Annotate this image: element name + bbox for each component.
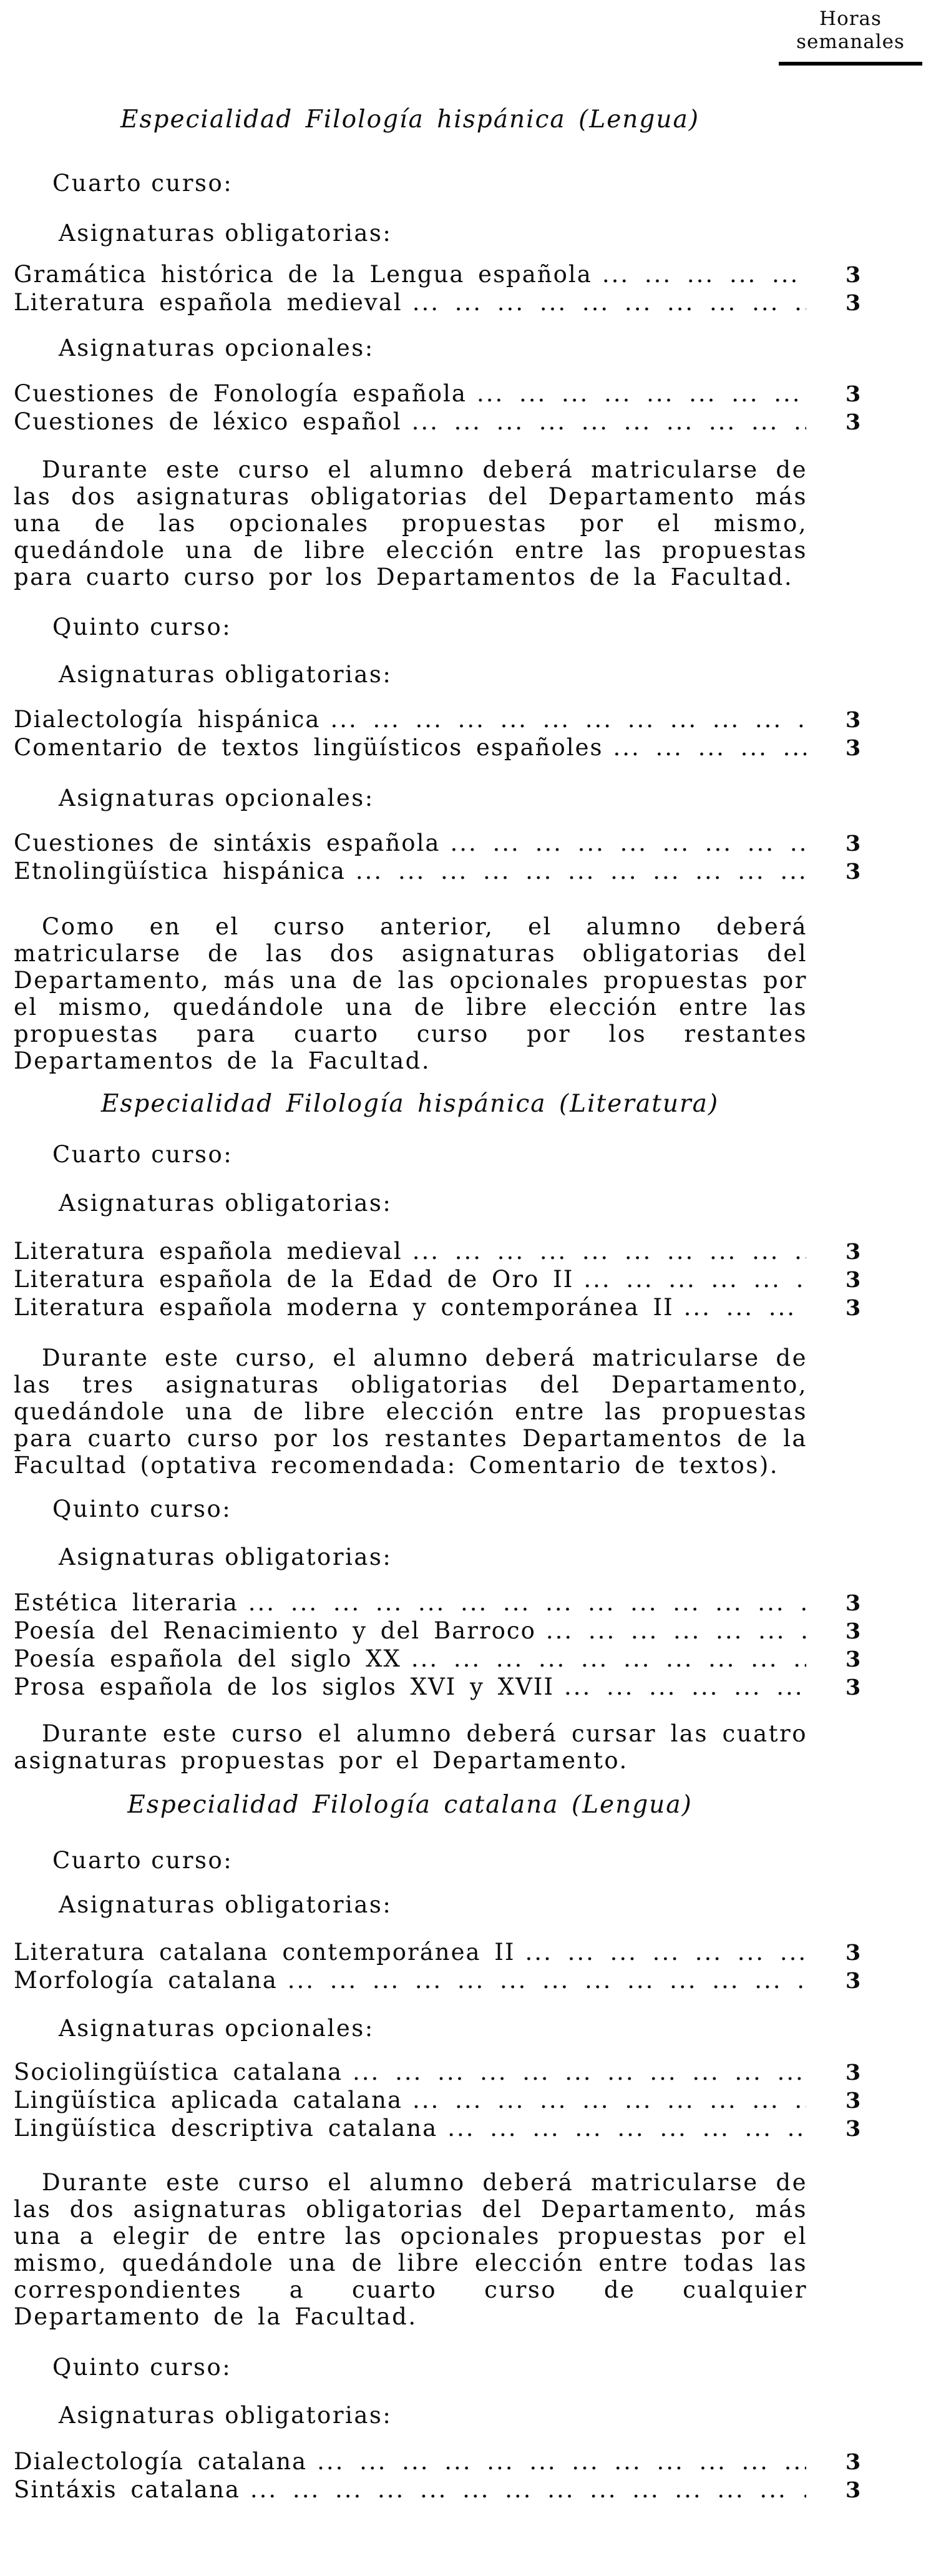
dot-leader — [330, 706, 806, 733]
subject-list — [14, 2448, 887, 2504]
subject-hours: 3 — [845, 1940, 861, 1966]
dot-leader — [477, 380, 806, 408]
course-label: Cuarto curso: — [52, 1141, 233, 1168]
subject-hours: 3 — [845, 707, 861, 733]
dot-leader — [411, 1645, 806, 1673]
subject-row — [14, 1238, 887, 1266]
subject-hours: 3 — [845, 290, 861, 316]
subject-list — [14, 1589, 887, 1702]
subject-hours: 3 — [845, 381, 861, 407]
subject-hours: 3 — [845, 2116, 861, 2142]
subject-row — [14, 734, 887, 762]
hours-header-line1: Horas — [819, 7, 882, 30]
dot-leader — [684, 1294, 806, 1321]
subject-name: Sociolingüística catalana — [14, 2059, 343, 2085]
subject-row — [14, 2087, 887, 2115]
subject-name: Estética literaria — [14, 1589, 238, 1616]
dot-leader — [613, 734, 806, 762]
dot-leader — [525, 1939, 806, 1966]
subject-row — [14, 1589, 887, 1617]
section-heading: Especialidad Filología catalana (Lengua) — [127, 1791, 693, 1819]
section-heading: Especialidad Filología hispánica (Lengua) — [120, 105, 700, 134]
subject-hours: 3 — [845, 1590, 861, 1616]
subject-row — [14, 261, 887, 289]
subject-hours: 3 — [845, 1647, 861, 1672]
course-note: Durante este curso el alumno deberá cursar las cuatro asignaturas propuestas por el Departamento. — [14, 1720, 807, 1774]
subject-name: Cuestiones de Fonología española — [14, 380, 467, 407]
subject-row — [14, 1645, 887, 1673]
course-label: Cuarto curso: — [52, 1847, 233, 1874]
dot-leader — [412, 2087, 806, 2114]
subject-hours: 3 — [845, 831, 861, 856]
subject-hours: 3 — [845, 2088, 861, 2113]
subject-name: Literatura española medieval — [14, 289, 402, 316]
subject-row — [14, 1266, 887, 1294]
subject-name: Literatura española moderna y contemporánea II — [14, 1294, 674, 1321]
dot-leader — [546, 1617, 806, 1645]
course-note: Durante este curso el alumno deberá matricularse de las dos asignaturas obligatorias del Departamento más una de las opcionales propuestas por el mismo, quedándole una de libre elección entre las propuestas para cuarto curso por los Departamentos de la Facultad. — [14, 456, 807, 590]
opcionales-label: Asignaturas opcionales: — [59, 785, 374, 811]
subject-row — [14, 289, 887, 317]
dot-leader — [248, 1589, 806, 1617]
subject-name: Gramática histórica de la Lengua española — [14, 261, 592, 288]
dot-leader — [317, 2448, 806, 2476]
subject-name: Cuestiones de léxico español — [14, 408, 402, 435]
course-label: Quinto curso: — [52, 614, 232, 640]
dot-leader — [412, 289, 806, 316]
subject-name: Literatura española medieval — [14, 1238, 402, 1265]
subject-name: Sintáxis catalana — [14, 2476, 240, 2503]
dot-leader — [288, 1967, 806, 1994]
course-note: Durante este curso, el alumno deberá matricularse de las tres asignaturas obligatorias del Departamento, quedándole una de libre elección entre las propuestas para cuarto curso por los restantes Departamentos de la Facultad (optativa recomendada: Comentario de textos). — [14, 1344, 807, 1479]
subject-name: Cuestiones de sintáxis española — [14, 830, 441, 856]
document-content — [14, 0, 887, 2504]
dot-leader — [356, 858, 806, 885]
course-label: Quinto curso: — [52, 2354, 232, 2381]
course-label: Quinto curso: — [52, 1496, 232, 1522]
subject-list — [14, 830, 887, 886]
dot-leader — [250, 2476, 806, 2504]
subject-row — [14, 830, 887, 858]
subject-list — [14, 2059, 887, 2143]
dot-leader — [412, 1238, 806, 1265]
subject-list — [14, 1939, 887, 1995]
obligatorias-label: Asignaturas obligatorias: — [59, 1544, 392, 1570]
subject-row — [14, 858, 887, 886]
subject-hours: 3 — [845, 1619, 861, 1644]
course-note: Durante este curso el alumno deberá matricularse de las dos asignaturas obligatorias del Departamento, más una a elegir de entre las opcionales propuestas por el mismo, quedándole una de libre elección entre todas las correspondientes a cuarto curso de cualquier Departamento de la Facultad. — [14, 2169, 807, 2330]
subject-row — [14, 1939, 887, 1967]
section-hispanica-literatura — [14, 1089, 887, 1774]
subject-list — [14, 706, 887, 762]
subject-name: Literatura española de la Edad de Oro II — [14, 1266, 574, 1293]
subject-hours: 3 — [845, 735, 861, 761]
subject-list — [14, 380, 887, 436]
subject-hours: 3 — [845, 2060, 861, 2085]
subject-hours: 3 — [845, 1239, 861, 1265]
subject-row — [14, 1673, 887, 1702]
subject-row — [14, 2115, 887, 2143]
subject-list — [14, 261, 887, 317]
subject-hours: 3 — [845, 2449, 861, 2475]
subject-name: Prosa española de los siglos XVI y XVII — [14, 1673, 555, 1700]
hours-header-line2: semanales — [796, 31, 905, 53]
course-label: Cuarto curso: — [52, 170, 233, 197]
subject-hours: 3 — [845, 1675, 861, 1700]
subject-hours: 3 — [845, 409, 861, 435]
obligatorias-label: Asignaturas obligatorias: — [59, 1891, 392, 1918]
subject-hours: 3 — [845, 1267, 861, 1293]
subject-hours: 3 — [845, 262, 861, 288]
course-note: Como en el curso anterior, el alumno deberá matricularse de las dos asignaturas obligatorias del Departamento, más una de las opcionales propuestas por el mismo, quedándole una de libre elección entre las propuestas para cuarto curso por los restantes Departamentos de la Facultad. — [14, 913, 807, 1074]
subject-name: Lingüística descriptiva catalana — [14, 2115, 438, 2142]
subject-name: Etnolingüística hispánica — [14, 858, 346, 884]
dot-leader — [583, 1266, 806, 1293]
subject-name: Lingüística aplicada catalana — [14, 2087, 403, 2113]
subject-hours: 3 — [845, 859, 861, 884]
subject-row — [14, 2448, 887, 2476]
dot-leader — [450, 830, 806, 857]
subject-name: Morfología catalana — [14, 1967, 278, 1994]
subject-row — [14, 408, 887, 436]
opcionales-label: Asignaturas opcionales: — [59, 335, 374, 361]
subject-name: Dialectología hispánica — [14, 706, 321, 733]
subject-row — [14, 1967, 887, 1995]
subject-name: Literatura catalana contemporánea II — [14, 1939, 515, 1966]
subject-hours: 3 — [845, 1295, 861, 1321]
dot-leader — [353, 2059, 806, 2086]
subject-name: Poesía española del siglo XX — [14, 1645, 401, 1672]
dot-leader — [412, 408, 806, 436]
subject-name: Dialectología catalana — [14, 2448, 308, 2475]
opcionales-label: Asignaturas opcionales: — [59, 2015, 374, 2042]
subject-row — [14, 706, 887, 734]
section-heading: Especialidad Filología hispánica (Literatura) — [100, 1090, 719, 1118]
dot-leader — [564, 1673, 806, 1701]
subject-row — [14, 2476, 887, 2504]
subject-hours: 3 — [845, 1968, 861, 1994]
subject-row — [14, 1294, 887, 1322]
subject-hours: 3 — [845, 2477, 861, 2503]
section-hispanica-lengua — [14, 105, 887, 1074]
dot-leader — [602, 261, 806, 288]
obligatorias-label: Asignaturas obligatorias: — [59, 1190, 392, 1217]
obligatorias-label: Asignaturas obligatorias: — [59, 220, 392, 247]
subject-name: Comentario de textos lingüísticos españoles — [14, 734, 603, 761]
subject-list — [14, 1238, 887, 1322]
subject-row — [14, 380, 887, 408]
section-catalana-lengua — [14, 1790, 887, 2504]
dot-leader — [447, 2115, 806, 2142]
subject-name: Poesía del Renacimiento y del Barroco — [14, 1617, 536, 1644]
subject-row — [14, 2059, 887, 2087]
obligatorias-label: Asignaturas obligatorias: — [59, 661, 392, 688]
obligatorias-label: Asignaturas obligatorias: — [59, 2402, 392, 2429]
subject-row — [14, 1617, 887, 1645]
